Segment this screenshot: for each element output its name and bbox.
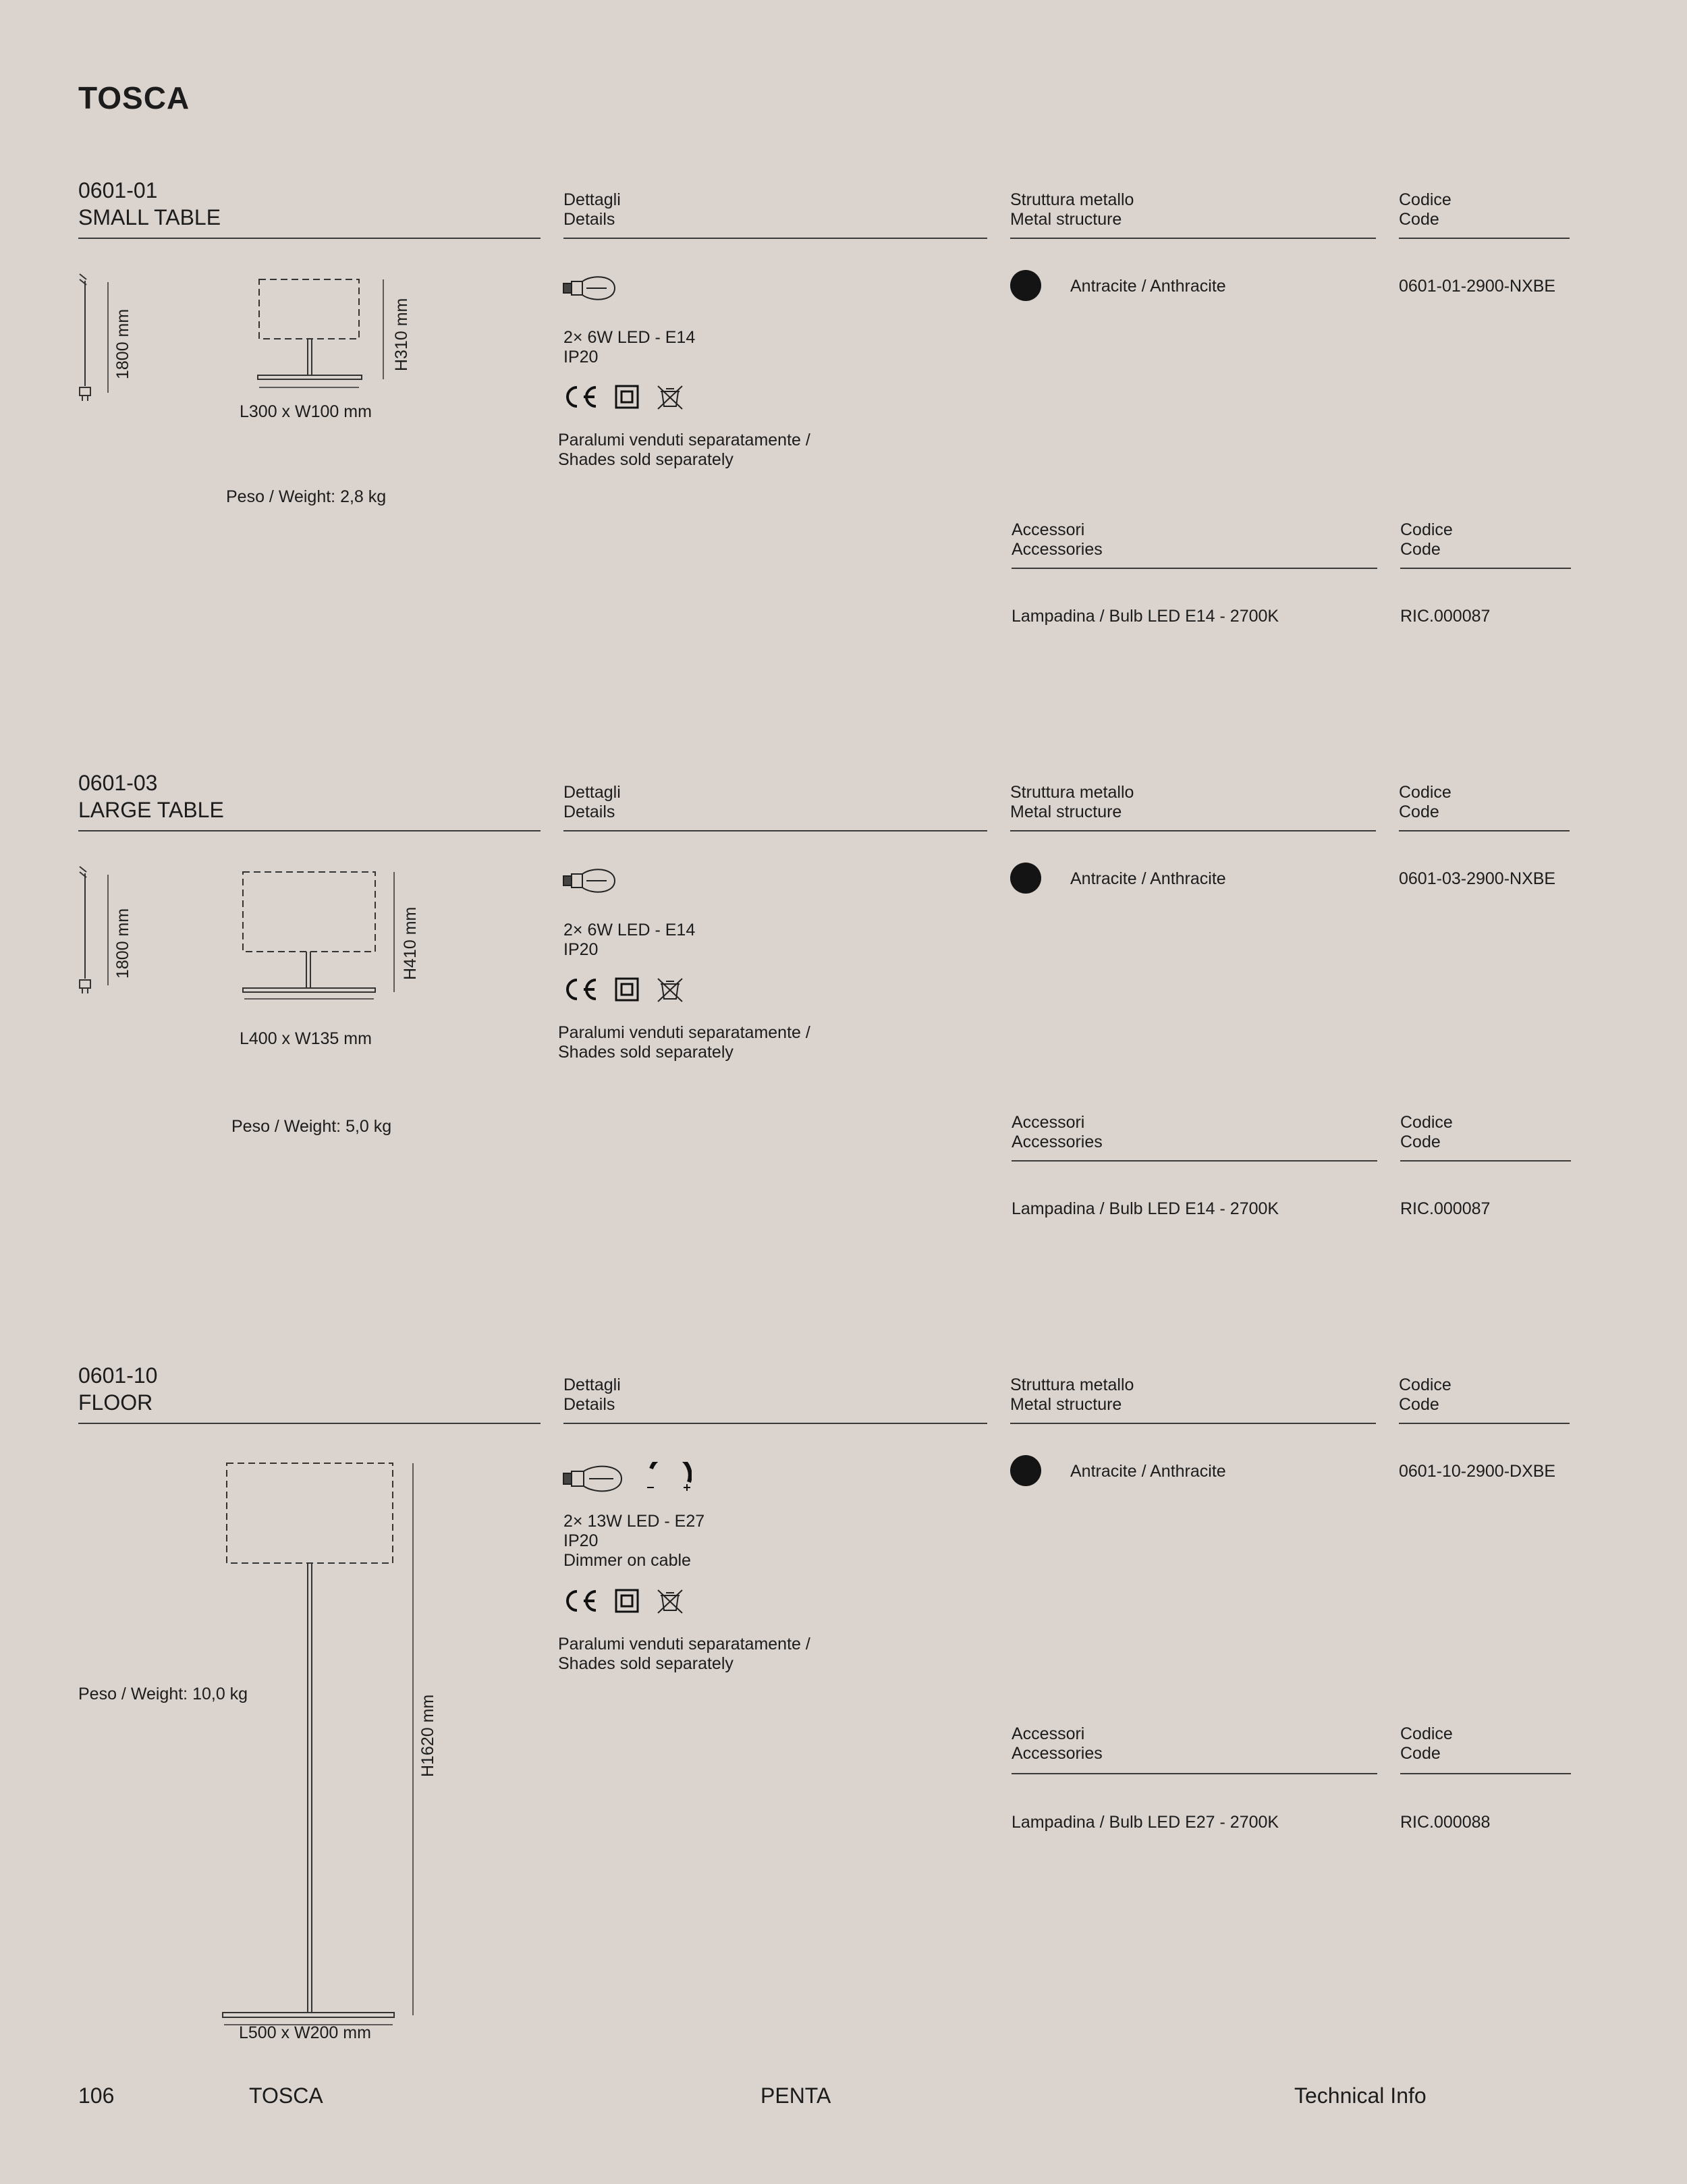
code-header: Codice Code <box>1399 783 1451 821</box>
height-dimension: H310 mm <box>392 298 411 371</box>
divider <box>1400 1773 1571 1774</box>
divider <box>78 238 541 239</box>
divider <box>1012 568 1377 569</box>
weee-icon <box>658 979 682 1002</box>
details-header: Dettagli Details <box>563 190 621 229</box>
bulb-icon <box>562 1463 623 1494</box>
ce-mark-icon <box>568 980 596 999</box>
accessory-code: RIC.000087 <box>1400 1199 1491 1218</box>
product-code: 0601-10 FLOOR <box>78 1363 158 1415</box>
weee-icon <box>658 386 682 409</box>
code-header: Codice Code <box>1399 1375 1451 1414</box>
cert-icons <box>562 1587 697 1618</box>
details-header: Dettagli Details <box>563 783 621 821</box>
cable-length: 1800 mm <box>113 908 132 979</box>
shades-note: Paralumi venduti separatamente / Shades sold separately <box>558 1635 810 1673</box>
finish-swatch <box>1010 1455 1041 1486</box>
accessory-name: Lampadina / Bulb LED E14 - 2700K <box>1012 607 1279 626</box>
accessories-header: Accessori Accessories <box>1012 520 1103 559</box>
accessories-header: Accessori Accessories <box>1012 1724 1103 1763</box>
divider <box>563 238 987 239</box>
product-code: 0601-01 SMALL TABLE <box>78 178 221 229</box>
shades-note: Paralumi venduti separatamente / Shades sold separately <box>558 1023 810 1062</box>
finish-code: 0601-01-2900-NXBE <box>1399 277 1556 296</box>
plug-icon <box>80 387 90 401</box>
product-section-small-table <box>0 177 1687 771</box>
ce-mark-icon <box>568 387 596 406</box>
divider <box>563 830 987 831</box>
accessory-code: RIC.000087 <box>1400 607 1491 626</box>
finish-name: Antracite / Anthracite <box>1070 277 1226 296</box>
base-dimension: L300 x W100 mm <box>240 402 372 421</box>
divider <box>78 830 541 831</box>
divider <box>1399 1423 1570 1424</box>
divider <box>1400 568 1571 569</box>
footer-section: Technical Info <box>1294 2083 1427 2108</box>
cert-icons <box>562 976 697 1006</box>
accessory-code-header: Codice Code <box>1400 1113 1453 1151</box>
accessory-code: RIC.000088 <box>1400 1813 1491 1832</box>
finish-name: Antracite / Anthracite <box>1070 869 1226 888</box>
divider <box>1012 1773 1377 1774</box>
accessory-code-header: Codice Code <box>1400 520 1453 559</box>
spec-power: 2× 13W LED - E27 IP20 Dimmer on cable <box>563 1512 705 1570</box>
cable-length: 1800 mm <box>113 308 132 379</box>
details-header: Dettagli Details <box>563 1375 621 1414</box>
spec-power: 2× 6W LED - E14 IP20 <box>563 921 696 959</box>
accessory-name: Lampadina / Bulb LED E14 - 2700K <box>1012 1199 1279 1218</box>
spec-power: 2× 6W LED - E14 IP20 <box>563 328 696 366</box>
structure-header: Struttura metallo Metal structure <box>1010 1375 1134 1414</box>
footer-collection: TOSCA <box>249 2083 323 2108</box>
accessory-code-header: Codice Code <box>1400 1724 1453 1763</box>
divider <box>1399 238 1570 239</box>
finish-name: Antracite / Anthracite <box>1070 1462 1226 1481</box>
accessory-name: Lampadina / Bulb LED E27 - 2700K <box>1012 1813 1279 1832</box>
divider <box>1010 1423 1376 1424</box>
product-code: 0601-03 LARGE TABLE <box>78 771 224 822</box>
floor-lamp-drawing <box>216 1460 432 2027</box>
accessories-header: Accessori Accessories <box>1012 1113 1103 1151</box>
base-dimension: L500 x W200 mm <box>239 2023 371 2042</box>
weight: Peso / Weight: 10,0 kg <box>78 1685 248 1703</box>
structure-header: Struttura metallo Metal structure <box>1010 783 1134 821</box>
cert-icons <box>562 383 697 414</box>
finish-code: 0601-10-2900-DXBE <box>1399 1462 1556 1481</box>
product-section-floor <box>0 1362 1687 2077</box>
base-dimension: L400 x W135 mm <box>240 1029 372 1048</box>
page-number: 106 <box>78 2083 115 2108</box>
weight: Peso / Weight: 2,8 kg <box>226 487 387 506</box>
height-dimension: H1620 mm <box>418 1694 437 1777</box>
weee-icon <box>658 1590 682 1613</box>
shades-note: Paralumi venduti separatamente / Shades sold separately <box>558 431 810 469</box>
finish-swatch <box>1010 270 1041 301</box>
weight: Peso / Weight: 5,0 kg <box>231 1117 392 1136</box>
class-ii-icon <box>616 979 638 1000</box>
footer-brand: PENTA <box>760 2083 831 2108</box>
divider <box>1400 1160 1571 1162</box>
product-section-large-table <box>0 769 1687 1363</box>
finish-swatch <box>1010 863 1041 894</box>
class-ii-icon <box>616 1590 638 1612</box>
height-dimension: H410 mm <box>401 906 420 980</box>
code-header: Codice Code <box>1399 190 1451 229</box>
divider <box>1012 1160 1377 1162</box>
finish-code: 0601-03-2900-NXBE <box>1399 869 1556 888</box>
bulb-icon <box>562 867 616 896</box>
bulb-icon <box>562 274 616 304</box>
divider <box>1399 830 1570 831</box>
class-ii-icon <box>616 386 638 408</box>
plug-icon <box>80 980 90 993</box>
structure-header: Struttura metallo Metal structure <box>1010 190 1134 229</box>
divider <box>1010 830 1376 831</box>
ce-mark-icon <box>568 1591 596 1610</box>
dimmer-icon <box>644 1462 692 1494</box>
page-title: TOSCA <box>78 80 190 115</box>
divider <box>563 1423 987 1424</box>
divider <box>1010 238 1376 239</box>
divider <box>78 1423 541 1424</box>
